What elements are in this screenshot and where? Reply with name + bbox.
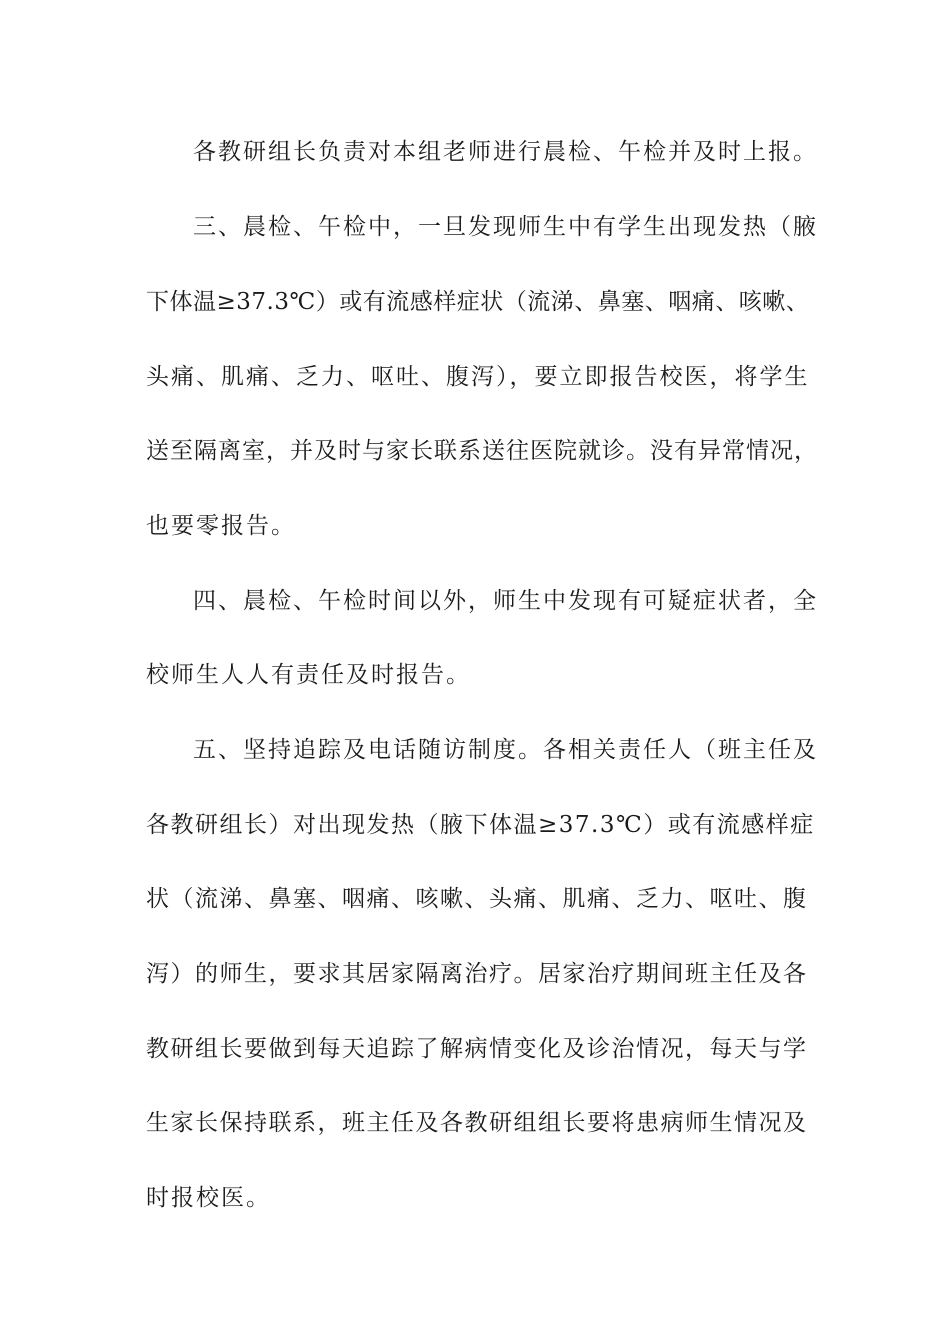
paragraph-line: 下体温≥37.3℃）或有流感样症状（流涕、鼻塞、咽痛、咳嗽、 — [146, 289, 810, 315]
paragraph-line: 也要零报告。 — [146, 513, 296, 539]
paragraph-line: 泻）的师生，要求其居家隔离治疗。居家治疗期间班主任及各 — [146, 961, 808, 987]
paragraph-line: 状（流涕、鼻塞、咽痛、咳嗽、头痛、肌痛、乏力、呕吐、腹 — [146, 886, 808, 912]
paragraph-line: 各教研组长）对出现发热（腋下体温≥37.3℃）或有流感样症 — [146, 812, 815, 838]
paragraph-line: 送至隔离室，并及时与家长联系送往医院就诊。没有异常情况， — [146, 438, 818, 464]
paragraph-line: 生家长保持联系，班主任及各教研组组长要将患病师生情况及 — [146, 1110, 808, 1136]
paragraph-line: 教研组长要做到每天追踪了解病情变化及诊治情况，每天与学 — [146, 1036, 808, 1062]
paragraph-line: 头痛、肌痛、乏力、呕吐、腹泻），要立即报告校医，将学生 — [146, 364, 810, 390]
paragraph-line: 四、晨检、午检时间以外，师生中发现有可疑症状者，全 — [193, 588, 818, 614]
paragraph-line: 各教研组长负责对本组老师进行晨检、午检并及时上报。 — [193, 139, 818, 165]
paragraph-line: 校师生人人有责任及时报告。 — [146, 662, 471, 688]
paragraph-line: 三、晨检、午检中，一旦发现师生中有学生出现发热（腋 — [193, 214, 818, 240]
paragraph-line: 五、坚持追踪及电话随访制度。各相关责任人（班主任及 — [193, 737, 818, 763]
paragraph-line: 时报校医。 — [146, 1185, 271, 1211]
